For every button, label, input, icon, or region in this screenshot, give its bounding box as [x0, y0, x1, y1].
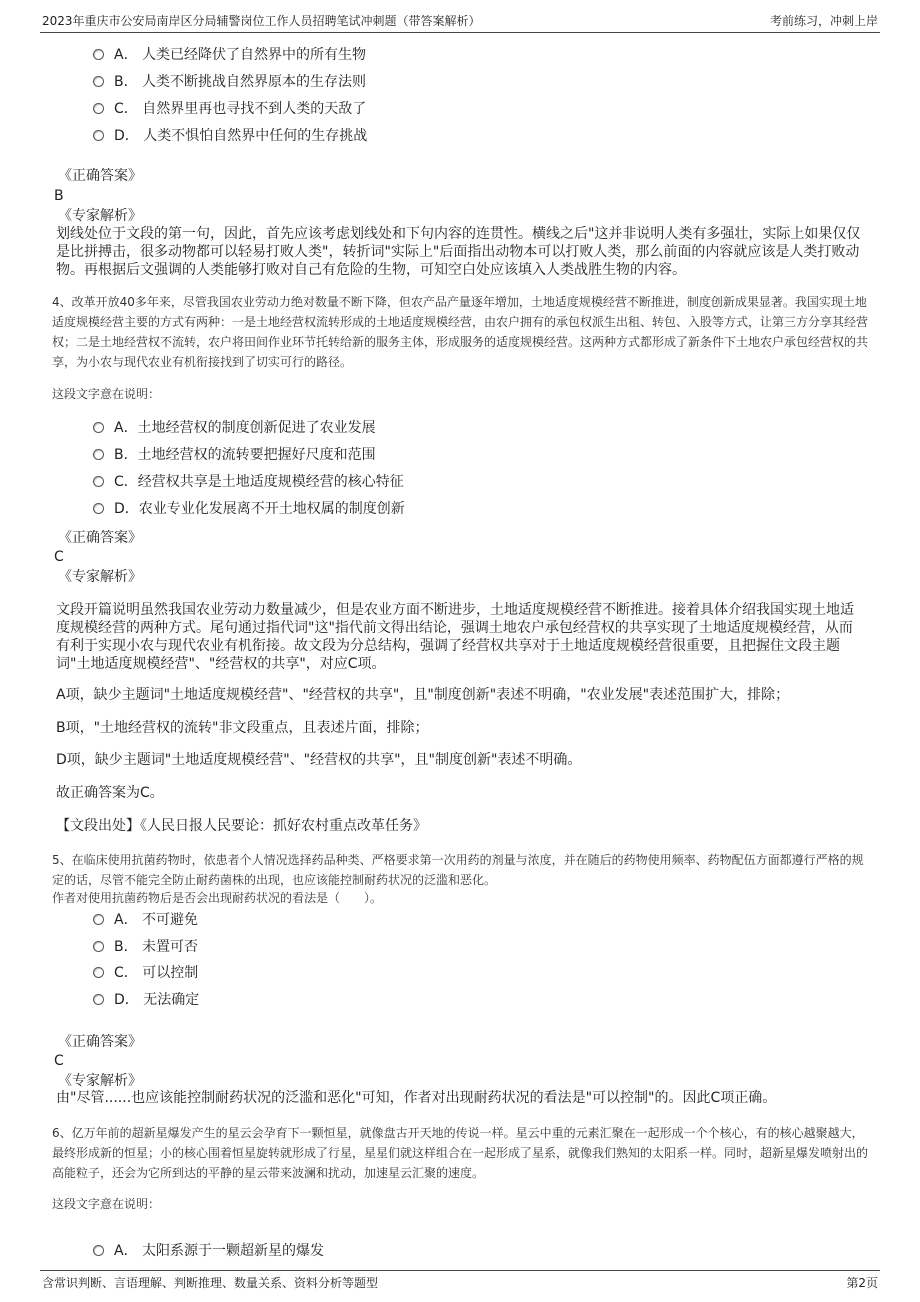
q4-analysis-option-b: B项，"土地经营权的流转"非文段重点，且表述片面，排除； — [56, 720, 429, 736]
radio-icon[interactable] — [93, 914, 104, 925]
q4-source: 【文段出处】《人民日报人民要论：抓好农村重点改革任务》 — [56, 818, 427, 834]
q4-option-a[interactable]: A．土地经营权的制度创新促进了农业发展 — [93, 417, 376, 439]
q3-option-a[interactable]: A． 人类已经降伏了自然界中的所有生物 — [93, 44, 366, 66]
q4-option-d[interactable]: D．农业专业化发展离不开土地权属的制度创新 — [93, 498, 405, 520]
q4-analysis-option-d: D项，缺少主题词"土地适度规模经营"、"经营权的共享"，且"制度创新"表述不明确。 — [56, 752, 582, 768]
q3-analysis-label: 《专家解析》 — [58, 208, 142, 224]
q3-analysis: 划线处位于文段的第一句，因此，首先应该考虑划线处和下句内容的连贯性。横线之后"这并非说明人类有多强壮，实际上如果仅仅是比拼搏击，很多动物都可以轻易打败人类"，转折词"实际上"后面指出动物本可以打败人类，那么前面的内容就应该是人类打败动物。再根据后文强调的人类能够打败对自己有危险的生物，可知空白处应该填入人类战胜生物的内容。 — [56, 226, 861, 278]
q3-option-d[interactable]: D． 人类不惧怕自然界中任何的生存挑战 — [93, 125, 367, 147]
q4-analysis-summary: 文段开篇说明虽然我国农业劳动力数量减少，但是农业方面不断进步，土地适度规模经营不断推进。接着具体介绍我国实现土地适度规模经营的两种方式。尾句通过指代词"这"指代前文得出结论，强调土地农户承包经营权的共享实现了土地适度规模经营，从而有利于实现小农与现代农业有机衔接。故文段为分总结构，强调了经营权共享对于土地适度规模经营很重要，且把握住文段主题词"土地适度规模经营"、"经营权的共享"，对应C项。 — [56, 602, 854, 672]
header-slogan: 考前练习，冲刺上岸 — [769, 14, 878, 28]
page-footer — [40, 1270, 880, 1295]
q4-answer-label: 《正确答案》 — [58, 530, 142, 546]
radio-icon[interactable] — [93, 503, 104, 514]
page-header — [40, 10, 880, 33]
q5-question: 作者对使用抗菌药物后是否会出现耐药状况的看法是（ ）。 — [52, 891, 383, 905]
q5-option-c[interactable]: C． 可以控制 — [93, 962, 198, 984]
radio-icon[interactable] — [93, 103, 104, 114]
radio-icon[interactable] — [93, 76, 104, 87]
q5-option-b[interactable]: B． 未置可否 — [93, 936, 198, 958]
radio-icon[interactable] — [93, 130, 104, 141]
radio-icon[interactable] — [93, 967, 104, 978]
q5-option-a[interactable]: A． 不可避免 — [93, 909, 198, 931]
page-number: 第2页 — [846, 1276, 878, 1290]
q4-prompt: 这段文字意在说明： — [52, 387, 161, 401]
q4-stem: 4、改革开放40多年来，尽管我国农业劳动力绝对数量不断下降，但农产品产量逐年增加，土地适度规模经营不断推进，制度创新成果显著。我国实现土地适度规模经营主要的方式有两种：一是土地经营权流转形成的土地适度规模经营，由农户拥有的承包权派生出租、转包、入股等方式，让第三方分享其经营权；二是土地经营权不流转，农户将田间作业环节托转给新的服务主体，形成服务的适度规模经营。这两种方式都形成了新条件下土地农户承包经营权的共享，为小农与现代农业有机衔接找到了切实可行的路径。 — [52, 295, 869, 369]
q3-answer-label: 《正确答案》 — [58, 168, 142, 184]
q5-option-d[interactable]: D． 无法确定 — [93, 989, 199, 1011]
q4-option-b[interactable]: B．土地经营权的流转要把握好尺度和范围 — [93, 444, 376, 466]
q5-answer: C — [54, 1053, 64, 1069]
q3-answer: B — [54, 188, 64, 204]
q4-analysis-label: 《专家解析》 — [58, 569, 142, 585]
radio-icon[interactable] — [93, 941, 104, 952]
q6-stem: 6、亿万年前的超新星爆发产生的星云会孕育下一颗恒星，就像盘古开天地的传说一样。星云中重的元素汇聚在一起形成一个个核心，有的核心越聚越大，最终形成新的恒星；小的核心围着恒星旋转就形成了行星，星星们就这样组合在一起形成了星系，就像我们熟知的太阳系一样。同时，超新星爆发喷射出的高能粒子，还会为它所到达的平静的星云带来波澜和扰动，加速星云汇聚的速度。 — [52, 1126, 869, 1180]
q4-answer: C — [54, 549, 64, 565]
q4-option-c[interactable]: C．经营权共享是土地适度规模经营的核心特征 — [93, 471, 404, 493]
radio-icon[interactable] — [93, 476, 104, 487]
radio-icon[interactable] — [93, 1245, 104, 1256]
q4-conclusion: 故正确答案为C。 — [56, 785, 164, 801]
q4-analysis-option-a: A项，缺少主题词"土地适度规模经营"、"经营权的共享"，且"制度创新"表述不明确，"农业发展"表述范围扩大，排除； — [56, 687, 790, 703]
document-title: 2023年重庆市公安局南岸区分局辅警岗位工作人员招聘笔试冲刺题（带答案解析） — [42, 14, 481, 28]
q5-analysis-label: 《专家解析》 — [58, 1073, 142, 1089]
q3-option-b[interactable]: B． 人类不断挑战自然界原本的生存法则 — [93, 71, 366, 93]
radio-icon[interactable] — [93, 994, 104, 1005]
radio-icon[interactable] — [93, 49, 104, 60]
radio-icon[interactable] — [93, 449, 104, 460]
q5-answer-label: 《正确答案》 — [58, 1034, 142, 1050]
footer-description: 含常识判断、言语理解、判断推理、数量关系、资料分析等题型 — [42, 1276, 379, 1290]
q3-option-c[interactable]: C． 自然界里再也寻找不到人类的天敌了 — [93, 98, 366, 120]
q5-analysis: 由"尽管......也应该能控制耐药状况的泛滥和恶化"可知，作者对出现耐药状况的看法是"可以控制"的。因此C项正确。 — [56, 1090, 777, 1106]
q6-prompt: 这段文字意在说明： — [52, 1197, 161, 1211]
q6-option-a[interactable]: A． 太阳系源于一颗超新星的爆发 — [93, 1240, 324, 1262]
radio-icon[interactable] — [93, 422, 104, 433]
q5-stem: 5、在临床使用抗菌药物时，依患者个人情况选择药品种类、严格要求第一次用药的剂量与浓度，并在随后的药物使用频率、药物配伍方面都遵行严格的规定的话，尽管不能完全防止耐药菌株的出现，也应该能控制耐药状况的泛滥和恶化。 — [52, 853, 864, 887]
